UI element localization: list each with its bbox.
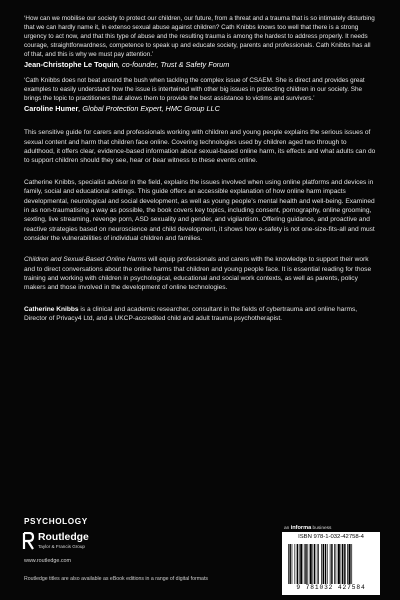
endorser-name-1: Jean-Christophe Le Toquin [24, 59, 118, 69]
informa-brand: informa [290, 525, 312, 531]
imprint-suffix: business [311, 526, 332, 531]
endorser-name-2: Caroline Humer [24, 103, 79, 113]
routledge-logo-icon [22, 532, 35, 550]
author-bio [24, 305, 376, 324]
endorsement-attribution-2 [24, 104, 376, 114]
barcode-digits: 9 781032 427584 [296, 584, 366, 591]
endorser-role-separator: , [117, 59, 122, 69]
isbn-label: ISBN 978-1-032-42758-4 [298, 534, 364, 540]
endorsement-attribution-1 [24, 60, 376, 70]
barcode-icon [286, 544, 376, 584]
subject-category: PSYCHOLOGY [24, 517, 88, 526]
book-title: Children and Sexual-Based Online Harms [24, 256, 147, 264]
ebook-footer-note: Routledge titles are also available as eBook editions in a range of digital formats [24, 576, 208, 582]
back-cover-text [24, 15, 376, 323]
author-bio-text: is a clinical and academic researcher, consultant in the fields of cybertrauma and online harms, Director of Privacy4 Ltd, and a UKCP-accredited child and adult trauma psychotherapist. [24, 305, 358, 322]
endorsement-quote-2: ‘Cath Knibbs does not beat around the bush when tackling the complex issue of CSAEM. She is direct and provides great examples to easily understand how the issue is intertwined with other big issues in protecting children in our society. She brings the topic to practitioners that allows them to provide the best assistance to victims and survivors.’ [24, 77, 365, 102]
barcode-panel [282, 532, 380, 595]
closing-paragraph [24, 255, 376, 292]
closing-text: will equip professionals and carers with the knowledge to support their work and to direct conversations about the online harms that children and young people face. It is essential reading for those training and working with children in psychological, educational and social work contexts, as well as parents, policy makers and those involved in the development of online technologies. [24, 256, 372, 292]
description-paragraph-1: This sensitive guide for carers and professionals working with children and young people explains the serious issues of sexual content and harm that children face online. Covering technologies used by children aged two through to adulthood, it offers clear, evidence-based information about sexual-based online harm, its effects and what adults can do to support children should they see, hear or bear witness to these events online. [24, 129, 376, 165]
endorser-role-separator: , [78, 103, 83, 113]
imprint-prefix: an [284, 526, 291, 531]
publisher-website[interactable]: www.routledge.com [24, 558, 72, 564]
endorsement-quote-1: ‘How can we mobilise our society to protect our children, our future, from a threat and a trauma that is so intimately disturbing that we can hardly name it, in extenso sexual abuse against children? Cath Knibbs knows too well that there is a strong urgency to act now, and that this type of abuse and the resulting trauma is among the hardest to address properly. It needs courage, straightforwardness, competence to speak up and educate society, parents and professionals. Cath Knibbs has all of that, and this is why we must pay attention.’ [24, 15, 375, 58]
author-name: Catherine Knibbs [24, 305, 79, 313]
endorser-role-2: Global Protection Expert, HMC Group LLC [82, 103, 220, 113]
publisher-name: Routledge [38, 532, 89, 543]
description-paragraph-2: Catherine Knibbs, specialist advisor in the field, explains the issues involved when using online platforms and devices in family, social and educational settings. This guide offers an accessible explanation of how online harm impacts developmental, neurological and social development, as well as young people’s mental health and well-being. Examined in as non-traumatising a way as possible, the book covers key topics, including consent, pornography, online grooming, sexting, live streaming, revenge porn, ASD sexuality and gender, and vigilantism. Offering guidance, and proactive and reactive strategies based on neuroscience and child development, it shows how e-safety is not one-size-fits-all and must consider the vulnerabilities of individual children and families. [24, 178, 375, 242]
publisher-group: Taylor & Francis Group [38, 544, 85, 549]
informa-imprint [284, 525, 331, 531]
publisher-logo [22, 531, 172, 555]
endorser-role-1: co-founder, Trust & Safety Forum [121, 59, 230, 69]
